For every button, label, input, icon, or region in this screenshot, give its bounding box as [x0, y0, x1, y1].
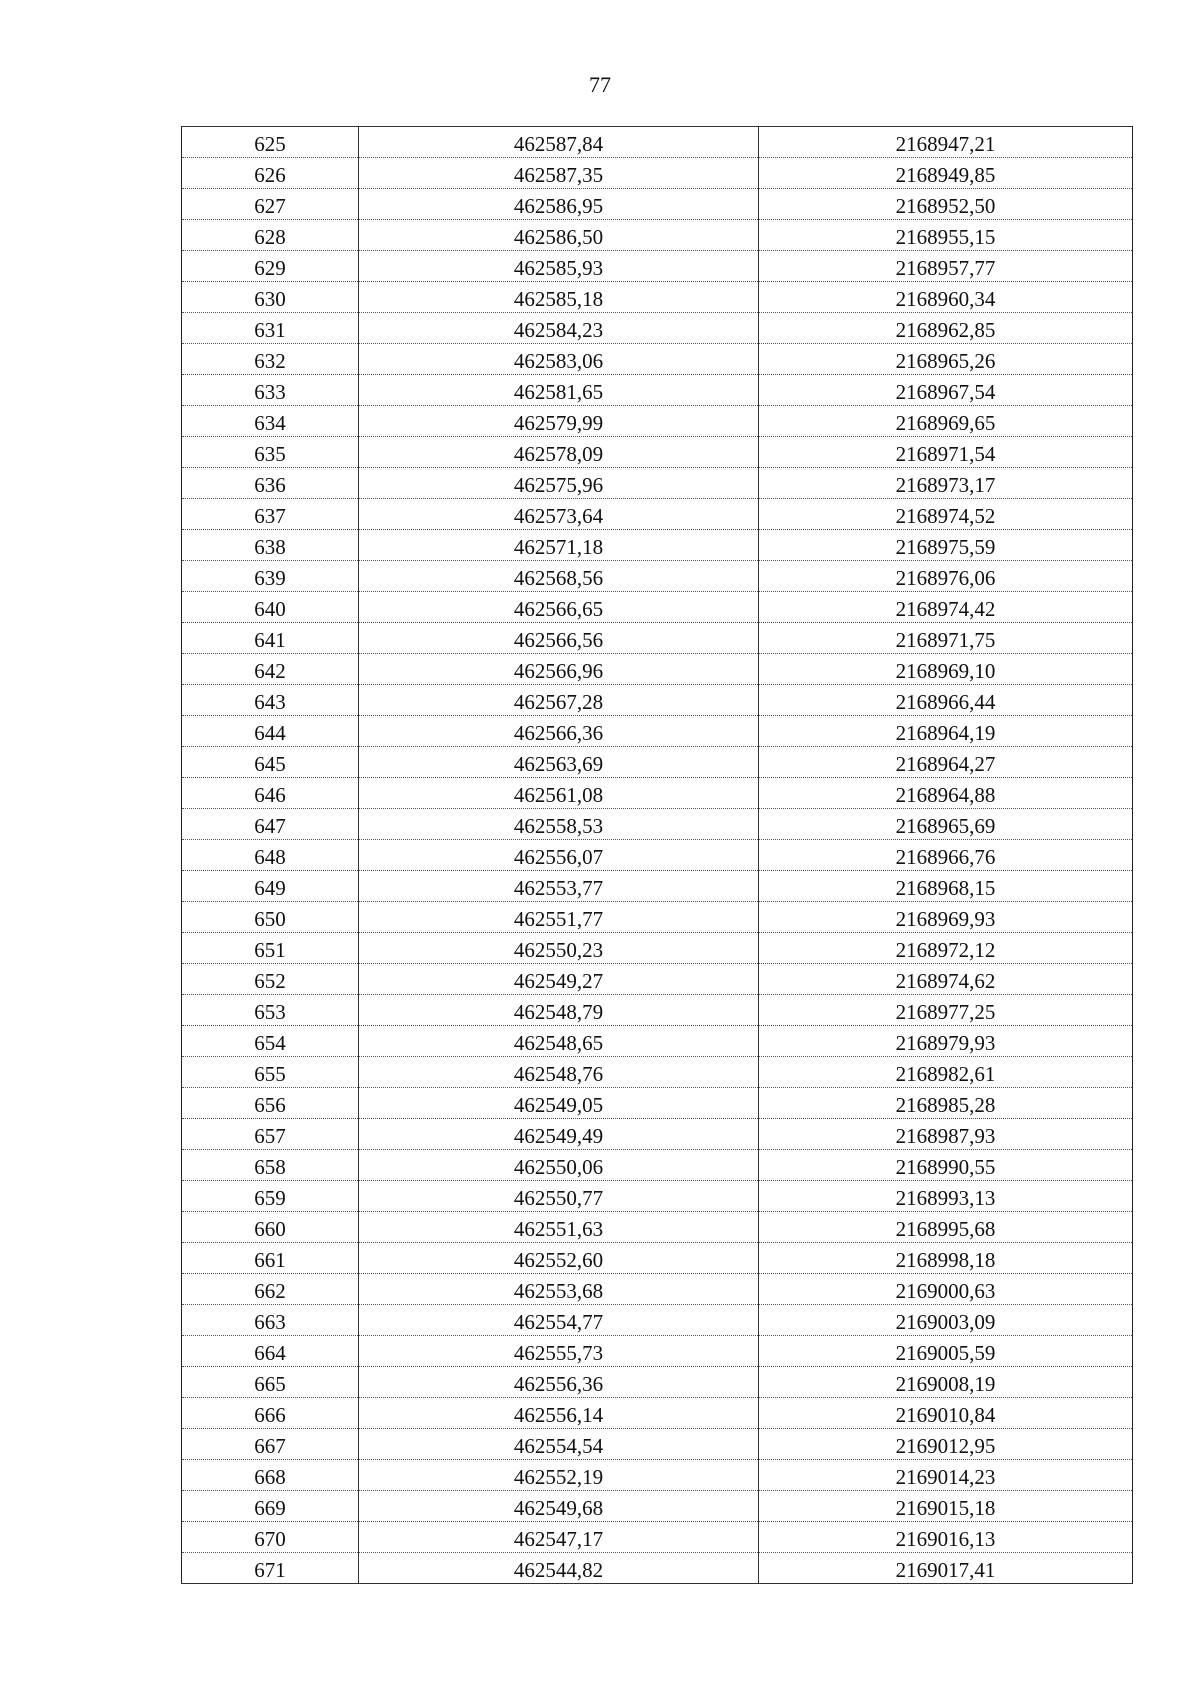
- table-row: [182, 437, 1133, 468]
- point-number-cell: 634: [182, 406, 359, 437]
- y-coordinate-cell: 2168957,77: [759, 251, 1133, 282]
- table-row: [182, 778, 1133, 809]
- x-coordinate-cell: 462553,68: [359, 1274, 759, 1305]
- y-coordinate-cell: 2168987,93: [759, 1119, 1133, 1150]
- table-row: [182, 282, 1133, 313]
- table-row: [182, 1181, 1133, 1212]
- table-row: [182, 1553, 1133, 1584]
- x-coordinate-cell: 462585,18: [359, 282, 759, 313]
- x-coordinate-cell: 462551,77: [359, 902, 759, 933]
- point-number-cell: 649: [182, 871, 359, 902]
- point-number-cell: 629: [182, 251, 359, 282]
- point-number-cell: 632: [182, 344, 359, 375]
- point-number-cell: 645: [182, 747, 359, 778]
- point-number-cell: 641: [182, 623, 359, 654]
- table-row: [182, 561, 1133, 592]
- table-row: [182, 313, 1133, 344]
- point-number-cell: 670: [182, 1522, 359, 1553]
- y-coordinate-cell: 2168995,68: [759, 1212, 1133, 1243]
- x-coordinate-cell: 462556,07: [359, 840, 759, 871]
- x-coordinate-cell: 462549,05: [359, 1088, 759, 1119]
- y-coordinate-cell: 2169014,23: [759, 1460, 1133, 1491]
- point-number-cell: 656: [182, 1088, 359, 1119]
- y-coordinate-cell: 2168962,85: [759, 313, 1133, 344]
- y-coordinate-cell: 2168964,27: [759, 747, 1133, 778]
- y-coordinate-cell: 2168965,69: [759, 809, 1133, 840]
- point-number-cell: 660: [182, 1212, 359, 1243]
- x-coordinate-cell: 462550,23: [359, 933, 759, 964]
- table-row: [182, 1336, 1133, 1367]
- point-number-cell: 633: [182, 375, 359, 406]
- x-coordinate-cell: 462566,65: [359, 592, 759, 623]
- y-coordinate-cell: 2168985,28: [759, 1088, 1133, 1119]
- table-row: [182, 530, 1133, 561]
- y-coordinate-cell: 2168974,62: [759, 964, 1133, 995]
- table-row: [182, 1212, 1133, 1243]
- table-row: [182, 1367, 1133, 1398]
- point-number-cell: 664: [182, 1336, 359, 1367]
- y-coordinate-cell: 2169015,18: [759, 1491, 1133, 1522]
- y-coordinate-cell: 2168968,15: [759, 871, 1133, 902]
- table-row: [182, 406, 1133, 437]
- table-row: [182, 220, 1133, 251]
- table-row: [182, 375, 1133, 406]
- y-coordinate-cell: 2168979,93: [759, 1026, 1133, 1057]
- table-row: [182, 747, 1133, 778]
- x-coordinate-cell: 462587,84: [359, 127, 759, 158]
- x-coordinate-cell: 462556,36: [359, 1367, 759, 1398]
- x-coordinate-cell: 462551,63: [359, 1212, 759, 1243]
- point-number-cell: 640: [182, 592, 359, 623]
- point-number-cell: 654: [182, 1026, 359, 1057]
- y-coordinate-cell: 2168976,06: [759, 561, 1133, 592]
- point-number-cell: 652: [182, 964, 359, 995]
- x-coordinate-cell: 462579,99: [359, 406, 759, 437]
- point-number-cell: 650: [182, 902, 359, 933]
- y-coordinate-cell: 2168966,44: [759, 685, 1133, 716]
- point-number-cell: 636: [182, 468, 359, 499]
- y-coordinate-cell: 2168952,50: [759, 189, 1133, 220]
- table-row: [182, 1026, 1133, 1057]
- y-coordinate-cell: 2168972,12: [759, 933, 1133, 964]
- y-coordinate-cell: 2168967,54: [759, 375, 1133, 406]
- point-number-cell: 642: [182, 654, 359, 685]
- y-coordinate-cell: 2169005,59: [759, 1336, 1133, 1367]
- y-coordinate-cell: 2168969,10: [759, 654, 1133, 685]
- y-coordinate-cell: 2168960,34: [759, 282, 1133, 313]
- table-row: [182, 1305, 1133, 1336]
- x-coordinate-cell: 462586,50: [359, 220, 759, 251]
- table-row: [182, 716, 1133, 747]
- point-number-cell: 653: [182, 995, 359, 1026]
- y-coordinate-cell: 2169017,41: [759, 1553, 1133, 1584]
- table-row: [182, 871, 1133, 902]
- x-coordinate-cell: 462573,64: [359, 499, 759, 530]
- table-row: [182, 1243, 1133, 1274]
- point-number-cell: 668: [182, 1460, 359, 1491]
- table-row: [182, 344, 1133, 375]
- x-coordinate-cell: 462556,14: [359, 1398, 759, 1429]
- point-number-cell: 667: [182, 1429, 359, 1460]
- x-coordinate-cell: 462552,60: [359, 1243, 759, 1274]
- x-coordinate-cell: 462552,19: [359, 1460, 759, 1491]
- y-coordinate-cell: 2168977,25: [759, 995, 1133, 1026]
- point-number-cell: 647: [182, 809, 359, 840]
- x-coordinate-cell: 462554,54: [359, 1429, 759, 1460]
- x-coordinate-cell: 462553,77: [359, 871, 759, 902]
- table-row: [182, 1460, 1133, 1491]
- point-number-cell: 669: [182, 1491, 359, 1522]
- y-coordinate-cell: 2168993,13: [759, 1181, 1133, 1212]
- table-row: [182, 158, 1133, 189]
- point-number-cell: 643: [182, 685, 359, 716]
- point-number-cell: 651: [182, 933, 359, 964]
- table-row: [182, 1398, 1133, 1429]
- y-coordinate-cell: 2168973,17: [759, 468, 1133, 499]
- x-coordinate-cell: 462583,06: [359, 344, 759, 375]
- point-number-cell: 662: [182, 1274, 359, 1305]
- x-coordinate-cell: 462586,95: [359, 189, 759, 220]
- y-coordinate-cell: 2168974,52: [759, 499, 1133, 530]
- x-coordinate-cell: 462566,96: [359, 654, 759, 685]
- x-coordinate-cell: 462555,73: [359, 1336, 759, 1367]
- table-row: [182, 189, 1133, 220]
- point-number-cell: 658: [182, 1150, 359, 1181]
- y-coordinate-cell: 2169010,84: [759, 1398, 1133, 1429]
- point-number-cell: 661: [182, 1243, 359, 1274]
- x-coordinate-cell: 462587,35: [359, 158, 759, 189]
- point-number-cell: 627: [182, 189, 359, 220]
- point-number-cell: 665: [182, 1367, 359, 1398]
- y-coordinate-cell: 2169000,63: [759, 1274, 1133, 1305]
- y-coordinate-cell: 2168982,61: [759, 1057, 1133, 1088]
- coordinates-table-body: [182, 127, 1133, 1584]
- table-row: [182, 623, 1133, 654]
- y-coordinate-cell: 2168947,21: [759, 127, 1133, 158]
- x-coordinate-cell: 462554,77: [359, 1305, 759, 1336]
- table-row: [182, 1150, 1133, 1181]
- x-coordinate-cell: 462558,53: [359, 809, 759, 840]
- coordinates-table: [181, 126, 1133, 1584]
- x-coordinate-cell: 462584,23: [359, 313, 759, 344]
- x-coordinate-cell: 462549,49: [359, 1119, 759, 1150]
- table-row: [182, 251, 1133, 282]
- y-coordinate-cell: 2168998,18: [759, 1243, 1133, 1274]
- table-row: [182, 127, 1133, 158]
- table-row: [182, 933, 1133, 964]
- y-coordinate-cell: 2168974,42: [759, 592, 1133, 623]
- table-row: [182, 1429, 1133, 1460]
- x-coordinate-cell: 462550,06: [359, 1150, 759, 1181]
- y-coordinate-cell: 2168965,26: [759, 344, 1133, 375]
- x-coordinate-cell: 462575,96: [359, 468, 759, 499]
- point-number-cell: 657: [182, 1119, 359, 1150]
- y-coordinate-cell: 2168949,85: [759, 158, 1133, 189]
- point-number-cell: 648: [182, 840, 359, 871]
- y-coordinate-cell: 2168964,88: [759, 778, 1133, 809]
- x-coordinate-cell: 462566,56: [359, 623, 759, 654]
- table-row: [182, 592, 1133, 623]
- table-row: [182, 964, 1133, 995]
- table-row: [182, 902, 1133, 933]
- y-coordinate-cell: 2168971,54: [759, 437, 1133, 468]
- point-number-cell: 630: [182, 282, 359, 313]
- y-coordinate-cell: 2168955,15: [759, 220, 1133, 251]
- point-number-cell: 625: [182, 127, 359, 158]
- point-number-cell: 659: [182, 1181, 359, 1212]
- x-coordinate-cell: 462549,27: [359, 964, 759, 995]
- x-coordinate-cell: 462549,68: [359, 1491, 759, 1522]
- point-number-cell: 637: [182, 499, 359, 530]
- x-coordinate-cell: 462548,76: [359, 1057, 759, 1088]
- y-coordinate-cell: 2168966,76: [759, 840, 1133, 871]
- table-row: [182, 1057, 1133, 1088]
- table-row: [182, 840, 1133, 871]
- x-coordinate-cell: 462544,82: [359, 1553, 759, 1584]
- table-row: [182, 1274, 1133, 1305]
- table-row: [182, 468, 1133, 499]
- y-coordinate-cell: 2168969,65: [759, 406, 1133, 437]
- table-row: [182, 685, 1133, 716]
- x-coordinate-cell: 462566,36: [359, 716, 759, 747]
- y-coordinate-cell: 2169003,09: [759, 1305, 1133, 1336]
- x-coordinate-cell: 462548,65: [359, 1026, 759, 1057]
- x-coordinate-cell: 462578,09: [359, 437, 759, 468]
- y-coordinate-cell: 2168990,55: [759, 1150, 1133, 1181]
- table-row: [182, 809, 1133, 840]
- point-number-cell: 639: [182, 561, 359, 592]
- x-coordinate-cell: 462561,08: [359, 778, 759, 809]
- x-coordinate-cell: 462585,93: [359, 251, 759, 282]
- x-coordinate-cell: 462568,56: [359, 561, 759, 592]
- y-coordinate-cell: 2168969,93: [759, 902, 1133, 933]
- point-number-cell: 671: [182, 1553, 359, 1584]
- point-number-cell: 635: [182, 437, 359, 468]
- x-coordinate-cell: 462550,77: [359, 1181, 759, 1212]
- x-coordinate-cell: 462571,18: [359, 530, 759, 561]
- y-coordinate-cell: 2168964,19: [759, 716, 1133, 747]
- table-row: [182, 1522, 1133, 1553]
- table-row: [182, 1088, 1133, 1119]
- point-number-cell: 666: [182, 1398, 359, 1429]
- table-row: [182, 1491, 1133, 1522]
- table-row: [182, 654, 1133, 685]
- y-coordinate-cell: 2169016,13: [759, 1522, 1133, 1553]
- point-number-cell: 646: [182, 778, 359, 809]
- point-number-cell: 638: [182, 530, 359, 561]
- x-coordinate-cell: 462567,28: [359, 685, 759, 716]
- x-coordinate-cell: 462581,65: [359, 375, 759, 406]
- y-coordinate-cell: 2169008,19: [759, 1367, 1133, 1398]
- y-coordinate-cell: 2168971,75: [759, 623, 1133, 654]
- page-number: 77: [589, 72, 611, 97]
- y-coordinate-cell: 2169012,95: [759, 1429, 1133, 1460]
- x-coordinate-cell: 462563,69: [359, 747, 759, 778]
- table-row: [182, 499, 1133, 530]
- point-number-cell: 626: [182, 158, 359, 189]
- table-row: [182, 995, 1133, 1026]
- x-coordinate-cell: 462548,79: [359, 995, 759, 1026]
- point-number-cell: 631: [182, 313, 359, 344]
- y-coordinate-cell: 2168975,59: [759, 530, 1133, 561]
- point-number-cell: 663: [182, 1305, 359, 1336]
- point-number-cell: 628: [182, 220, 359, 251]
- point-number-cell: 655: [182, 1057, 359, 1088]
- x-coordinate-cell: 462547,17: [359, 1522, 759, 1553]
- point-number-cell: 644: [182, 716, 359, 747]
- table-row: [182, 1119, 1133, 1150]
